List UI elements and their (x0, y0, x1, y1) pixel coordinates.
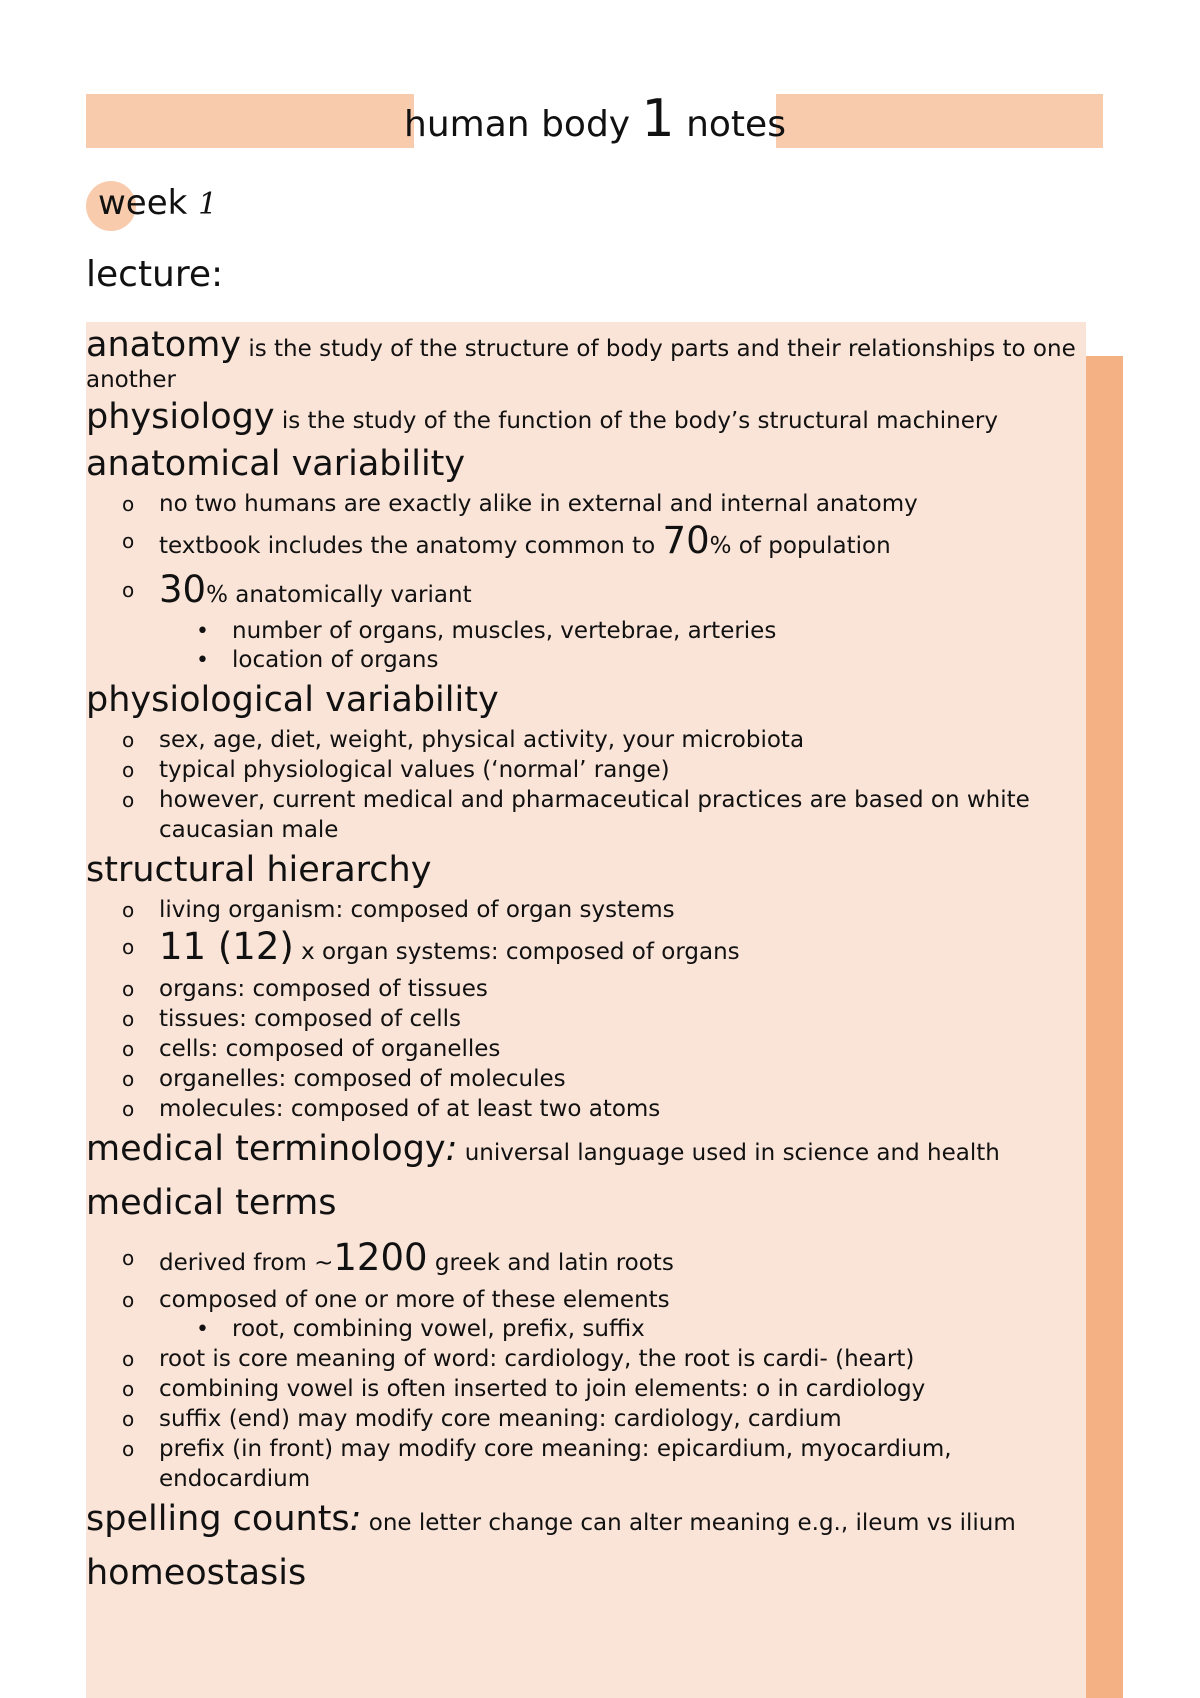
list-item: o organs: composed of tissues (86, 974, 1086, 1004)
list-item: o tissues: composed of cells (86, 1004, 1086, 1034)
medical-terminology-definition: medical terminology: universal language used in science and health (86, 1129, 1000, 1169)
homeostasis-heading: homeostasis (86, 1553, 307, 1593)
structural-hierarchy-list (86, 895, 1086, 1124)
anatomical-variability-heading: anatomical variability (86, 444, 466, 484)
list-item: o derived from ~1200 greek and latin roots (86, 1236, 1086, 1285)
lecture-label: lecture: (86, 254, 224, 295)
list-item: o 11 (12) x organ systems: composed of organs (86, 925, 1086, 974)
side-accent-bar-lower (1086, 1350, 1122, 1698)
list-item: o combining vowel is often inserted to join elements: o in cardiology (86, 1374, 1086, 1404)
sub-list-item: • number of organs, muscles, vertebrae, arteries (86, 617, 1086, 646)
list-item: o textbook includes the anatomy common to 70% of population (86, 519, 1086, 568)
list-item: o composed of one or more of these elements (86, 1285, 1086, 1315)
physiological-variability-list (86, 725, 1086, 845)
spelling-counts-definition: spelling counts: one letter change can alter meaning e.g., ileum vs ilium (86, 1499, 1016, 1539)
notes-content (86, 325, 1086, 1598)
sub-list-item: • root, combining vowel, prefix, suffix (86, 1315, 1086, 1344)
physiology-definition: physiology is the study of the function of the body’s structural machinery (86, 397, 998, 437)
title-band-left (86, 94, 414, 148)
physiological-variability-heading: physiological variability (86, 680, 499, 720)
list-item: o organelles: composed of molecules (86, 1064, 1086, 1094)
list-item: o prefix (in front) may modify core meaning: epicardium, myocardium, endocardium (86, 1434, 1086, 1494)
list-item: o no two humans are exactly alike in external and internal anatomy (86, 489, 1086, 519)
list-item: o cells: composed of organelles (86, 1034, 1086, 1064)
list-item: o molecules: composed of at least two atoms (86, 1094, 1086, 1124)
structural-hierarchy-heading: structural hierarchy (86, 850, 432, 890)
sub-list-item: • location of organs (86, 646, 1086, 675)
list-item: o 30% anatomically variant (86, 568, 1086, 617)
list-item: o sex, age, diet, weight, physical activity, your microbiota (86, 725, 1086, 755)
medical-terms-list (86, 1236, 1086, 1494)
anatomical-variability-list (86, 489, 1086, 675)
title-band-right (776, 94, 1103, 148)
list-item: o however, current medical and pharmaceutical practices are based on white caucasian male (86, 785, 1086, 845)
list-item: o suffix (end) may modify core meaning: cardiology, cardium (86, 1404, 1086, 1434)
week-heading: week 1 (98, 183, 218, 223)
list-item: o typical physiological values (‘normal’ range) (86, 755, 1086, 785)
list-item: o living organism: composed of organ systems (86, 895, 1086, 925)
page-title: human body 1 notes (404, 89, 786, 149)
list-item: o root is core meaning of word: cardiology, the root is cardi- (heart) (86, 1344, 1086, 1374)
anatomy-definition: anatomy is the study of the structure of body parts and their relationships to one another (86, 325, 1076, 393)
medical-terms-heading: medical terms (86, 1183, 337, 1223)
